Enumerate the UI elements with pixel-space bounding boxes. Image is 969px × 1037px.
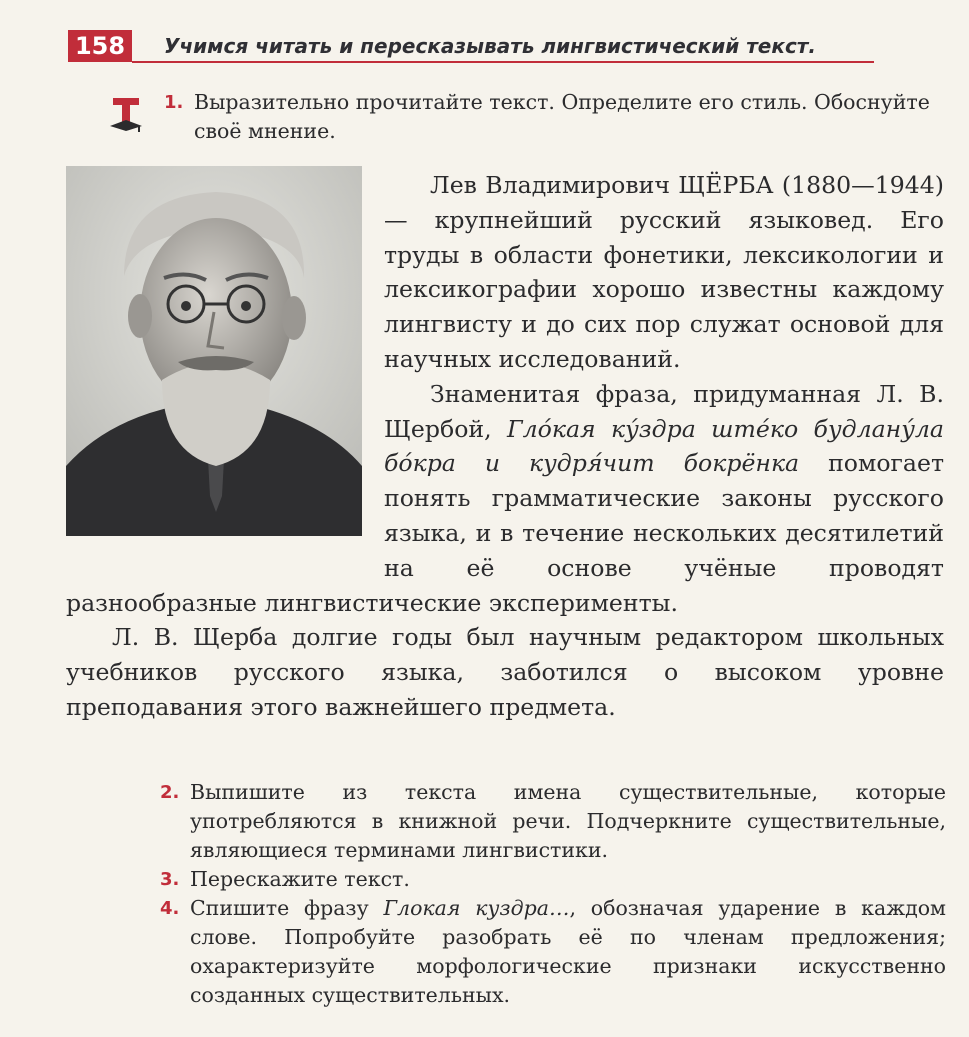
header-rule xyxy=(132,61,874,63)
task-1-text: Выразительно прочитайте текст. Определите его стиль. Обоснуйте своё мнение. xyxy=(194,90,930,143)
task-list xyxy=(160,778,946,1010)
task-1 xyxy=(164,88,954,146)
task-4 xyxy=(160,894,946,1010)
task-2 xyxy=(160,778,946,865)
portrait-spacer xyxy=(66,168,384,580)
task-3-text: Перескажите текст. xyxy=(190,867,410,891)
task-1-number: 1. xyxy=(164,92,184,113)
paragraph-1-body: (1880—1944) — крупнейший русский языковед. Его труды в области фонетики, лексикологии и лексикографии хорошо известны каждому лингвисту и до сих пор служат основой для научных исследований. xyxy=(384,171,944,373)
task-4-text-start: Спишите фразу xyxy=(190,896,384,920)
task-2-text: Выпишите из текста имена существительные, которые употребляются в книжной речи. Подчеркните существительные, являющиеся терминами лингвистики. xyxy=(190,780,946,862)
section-title: Учимся читать и пересказывать лингвистический текст. xyxy=(164,34,816,58)
task-4-text xyxy=(190,894,946,1010)
task-3 xyxy=(160,865,946,894)
famous-phrase: Гло́кая ку́здра ште́ко будлану́ла бо́кра и кудря́чит бокрёнка xyxy=(384,414,944,478)
task-3-number: 3. xyxy=(160,869,180,890)
task-4-text-end: , обозначая ударение в каждом слове. Попробуйте разобрать её по членам предложения; охарактеризуйте морфологические признаки искусственно созданных существительных. xyxy=(190,896,946,1007)
task-2-number: 2. xyxy=(160,782,180,803)
main-article xyxy=(66,168,944,725)
paragraph-2-end: помогает понять грамматические законы русского языка, и в течение нескольких десятилетий на её основе учёные проводят разнообразные лингвистические эксперименты. xyxy=(66,449,944,617)
page-number: 158 xyxy=(68,30,132,62)
paragraph-3: Л. В. Щерба долгие годы был научным редактором школьных учебников русского языка, заботился о высоком уровне преподавания этого важнейшего предмета. xyxy=(66,623,944,721)
page-header xyxy=(68,26,874,66)
task-4-number: 4. xyxy=(160,898,180,919)
teacher-lectern-icon xyxy=(108,96,144,134)
scholar-name: Лев Владимирович ЩЁРБА xyxy=(430,171,774,199)
task-4-phrase: Глокая куздра… xyxy=(383,896,570,920)
paragraph-2-start: Знаменитая фраза, придуманная Л. В. Щербой, xyxy=(384,379,944,443)
